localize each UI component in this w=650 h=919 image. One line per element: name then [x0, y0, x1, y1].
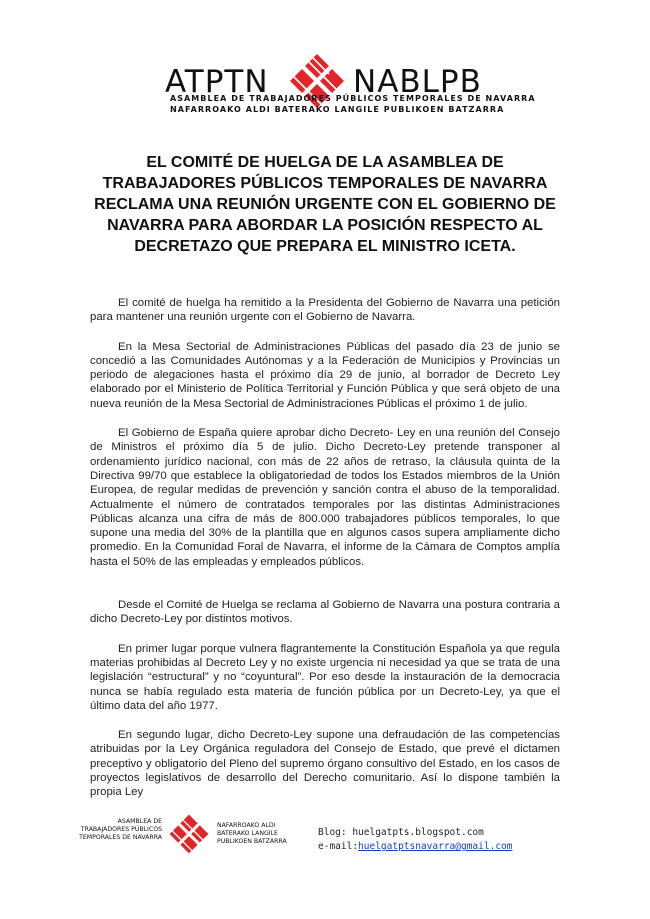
footer-logo [62, 812, 302, 868]
logo-right-text: NABLPB [353, 64, 482, 100]
press-release-title: EL COMITÉ DE HUELGA DE LA ASAMBLEA DE TRABAJADORES PÚBLICOS TEMPORALES DE NAVARRA RECLAMA UNA REUNIÓN URGENTE CON EL GOBIERNO DE NAVARRA PARA ABORDAR LA POSICIÓN RESPECTO AL DECRETAZO QUE PREPARA EL MINISTRO ICETA. [94, 154, 556, 255]
email-link[interactable]: huelgatptsnavarra@gmail.com [358, 841, 513, 852]
association-name-es: ASAMBLEA DE TRABAJADORES PÚBLICOS TEMPORALES DE NAVARRA [170, 94, 536, 103]
contact-info [318, 826, 512, 854]
paragraph: En segundo lugar, dicho Decreto-Ley supone una defraudación de las competencias atribuidas por la Ley Orgánica reguladora del Consejo de Estado, que prevé el dictamen preceptivo y obligatorio del Pleno del supremo órgano consultivo del Estado, en los casos de proyectos legislativos de desarrollo del Derecho comunitario. Así lo dispone también la propia Ley [90, 729, 560, 799]
document-body [90, 296, 560, 815]
email-line: e-mail:huelgatptsnavarra@gmail.com [318, 841, 513, 852]
paragraph: En la Mesa Sectorial de Administraciones Públicas del pasado día 23 de junio se concedió a las Comunidades Autónomas y a la Federación de Municipios y Provincias un periodo de alegaciones hasta el próximo día 29 de junio, al borrador de Decreto Ley elaborado por el Ministerio de Política Territorial y Función Pública y que será objeto de una nueva reunión de la Mesa Sectorial de Administraciones Públicas el próximo 1 de julio. [90, 340, 560, 410]
paragraph: El Gobierno de España quiere aprobar dicho Decreto- Ley en una reunión del Consejo de Ministros el próximo día 5 de julio. Dicho Decreto-Ley pretende transponer al ordenamiento jurídico nacional, con más de 22 años de retraso, la cláusula quinta de la Directiva 99/70 que establece la obligatoriedad de todos los Estados miembros de la Unión Europea, de regular medidas de prevención y sanción contra el abuso de la temporalidad. Actualmente el número de contratados temporales por las distintas Administraciones Públicas alcanza una cifra de más de 800.000 trabajadores públicos temporales, lo que supone una media del 30% de la plantilla que en algunos casos supera ampliamente dicho promedio. En la Comunidad Foral de Navarra, el informe de la Cámara de Comptos amplía hasta el 50% de las empleadas y empleados públicos. [90, 427, 560, 568]
blog-address: Blog: huelgatpts.blogspot.com [318, 827, 484, 838]
paragraph: En primer lugar porque vulnera flagrantemente la Constitución Española ya que regula materias prohibidas al Decreto Ley y no existe urgencia ni necesidad ya que se trata de una legislación “estructural” y no “coyuntural”. Por eso desde la instauración de la democracia nunca se había regulado esta materia de función pública por un Decreto-Ley, ya que el último data del año 1977. [90, 642, 560, 712]
footer-logo-mark-icon [166, 812, 212, 856]
logo-left-text: ATPTN [165, 64, 269, 100]
association-name-eu: NAFARROAKO ALDI BATERAKO LANGILE PUBLIKOEN BATZARRA [170, 105, 505, 114]
footer-logo-text-es: ASAMBLEA DE TRABAJADORES PÚBLICOS TEMPORALES DE NAVARRA [79, 818, 162, 841]
paragraph: Desde el Comité de Huelga se reclama al Gobierno de Navarra una postura contraria a dicho Decreto-Ley por distintos motivos. [90, 599, 560, 626]
footer-logo-text-eu: NAFARROAKO ALDI BATERAKO LANGILE PUBLIKOEN BATZARRA [217, 822, 287, 845]
paragraph: El comité de huelga ha remitido a la Presidenta del Gobierno de Navarra una petición para mantener una reunión urgente con el Gobierno de Navarra. [90, 297, 560, 324]
